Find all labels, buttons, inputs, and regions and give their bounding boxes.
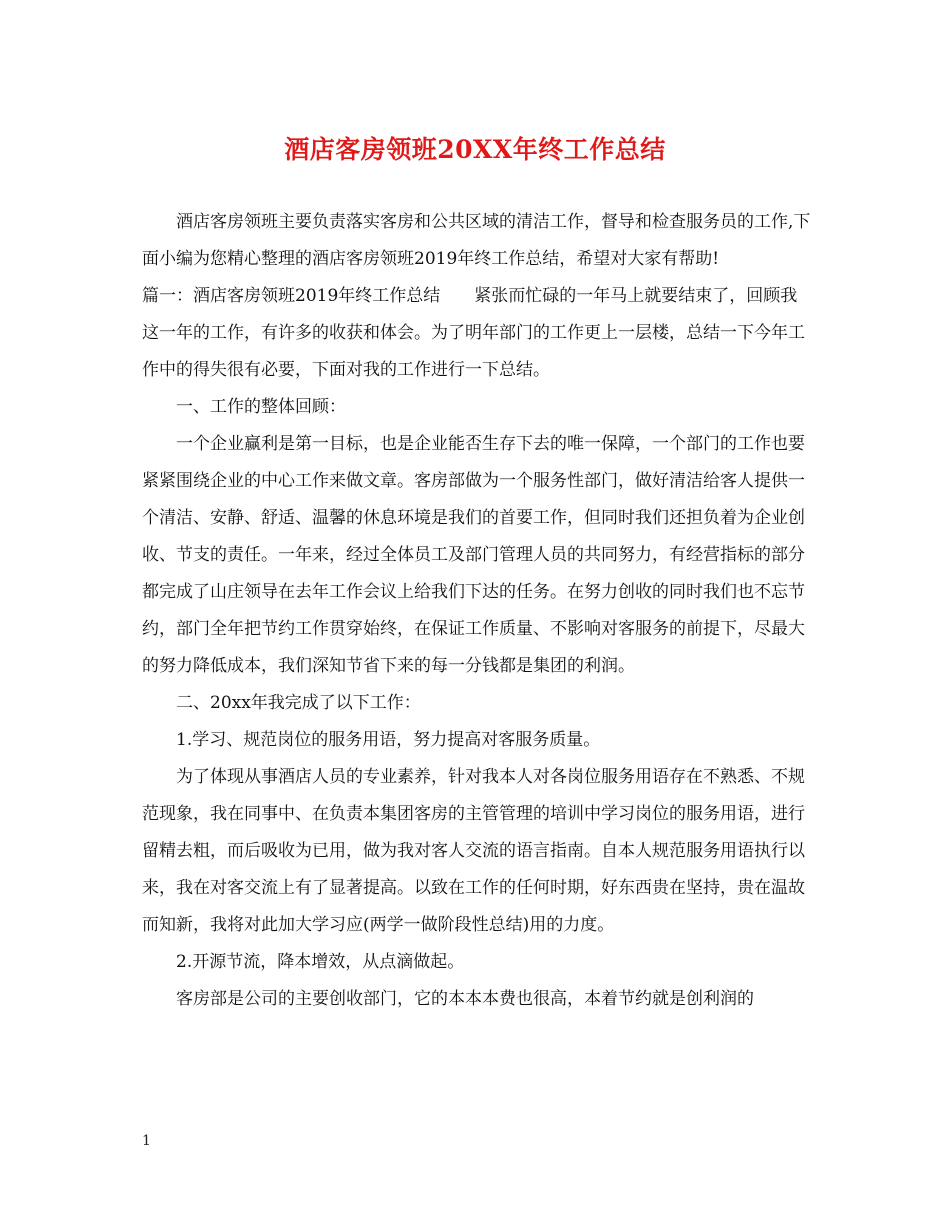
paragraph-service-language: 为了体现从事酒店人员的专业素养，针对我本人对各岗位服务用语存在不熟悉、不规范现象，我在同事中、在负责本集团客房的主管管理的培训中学习岗位的服务用语，进行留精去粗，而后吸收为已用，做为我对客人交流的语言指南。自本人规范服务用语执行以来，我在对客交流上有了显著提高。以致在工作的任何时期，好东西贵在坚持，贵在温故而知新，我将对此加大学习应(两学一做阶段性总结)用的力度。 [142,767,805,935]
subheading-service-language: 1.学习、规范岗位的服务用语，努力提高对客服务质量。 [176,730,601,750]
section-heading-completed-work: 二、20xx年我完成了以下工作： [176,693,421,713]
subheading-cost-saving: 2.开源节流，降本增效，从点滴做起。 [176,952,465,972]
paragraph-part-one: 篇一：酒店客房领班2019年终工作总结 紧张而忙碌的一年马上就要结束了，回顾我这一年的工作，有许多的收获和体会。为了明年部门的工作更上一层楼，总结一下今年工作中的得失很有必要，下面对我的工作进行一下总结。 [142,286,805,380]
paragraph-cost-saving: 客房部是公司的主要创收部门，它的本本本费也很高，本着节约就是创利润的 [176,989,754,1009]
document-title: 酒店客房领班20XX年终工作总结 [284,135,666,164]
document-body [142,204,814,1018]
page-number: 1 [142,1133,151,1149]
paragraph-review: 一个企业赢利是第一目标，也是企业能否生存下去的唯一保障，一个部门的工作也要紧紧围绕企业的中心工作来做文章。客房部做为一个服务性部门，做好清洁给客人提供一个清洁、安静、舒适、温馨的休息环境是我们的首要工作，但同时我们还担负着为企业创收、节支的责任。一年来，经过全体员工及部门管理人员的共同努力，有经营指标的部分都完成了山庄领导在去年工作会议上给我们下达的任务。在努力创收的同时我们也不忘节约，部门全年把节约工作贯穿始终，在保证工作质量、不影响对客服务的前提下，尽最大的努力降低成本，我们深知节省下来的每一分钱都是集团的利润。 [142,434,805,676]
paragraph-intro: 酒店客房领班主要负责落实客房和公共区域的清洁工作，督导和检查服务员的工作,下面小编为您精心整理的酒店客房领班2019年终工作总结，希望对大家有帮助! [142,212,811,269]
section-heading-review: 一、工作的整体回顾： [176,397,346,417]
